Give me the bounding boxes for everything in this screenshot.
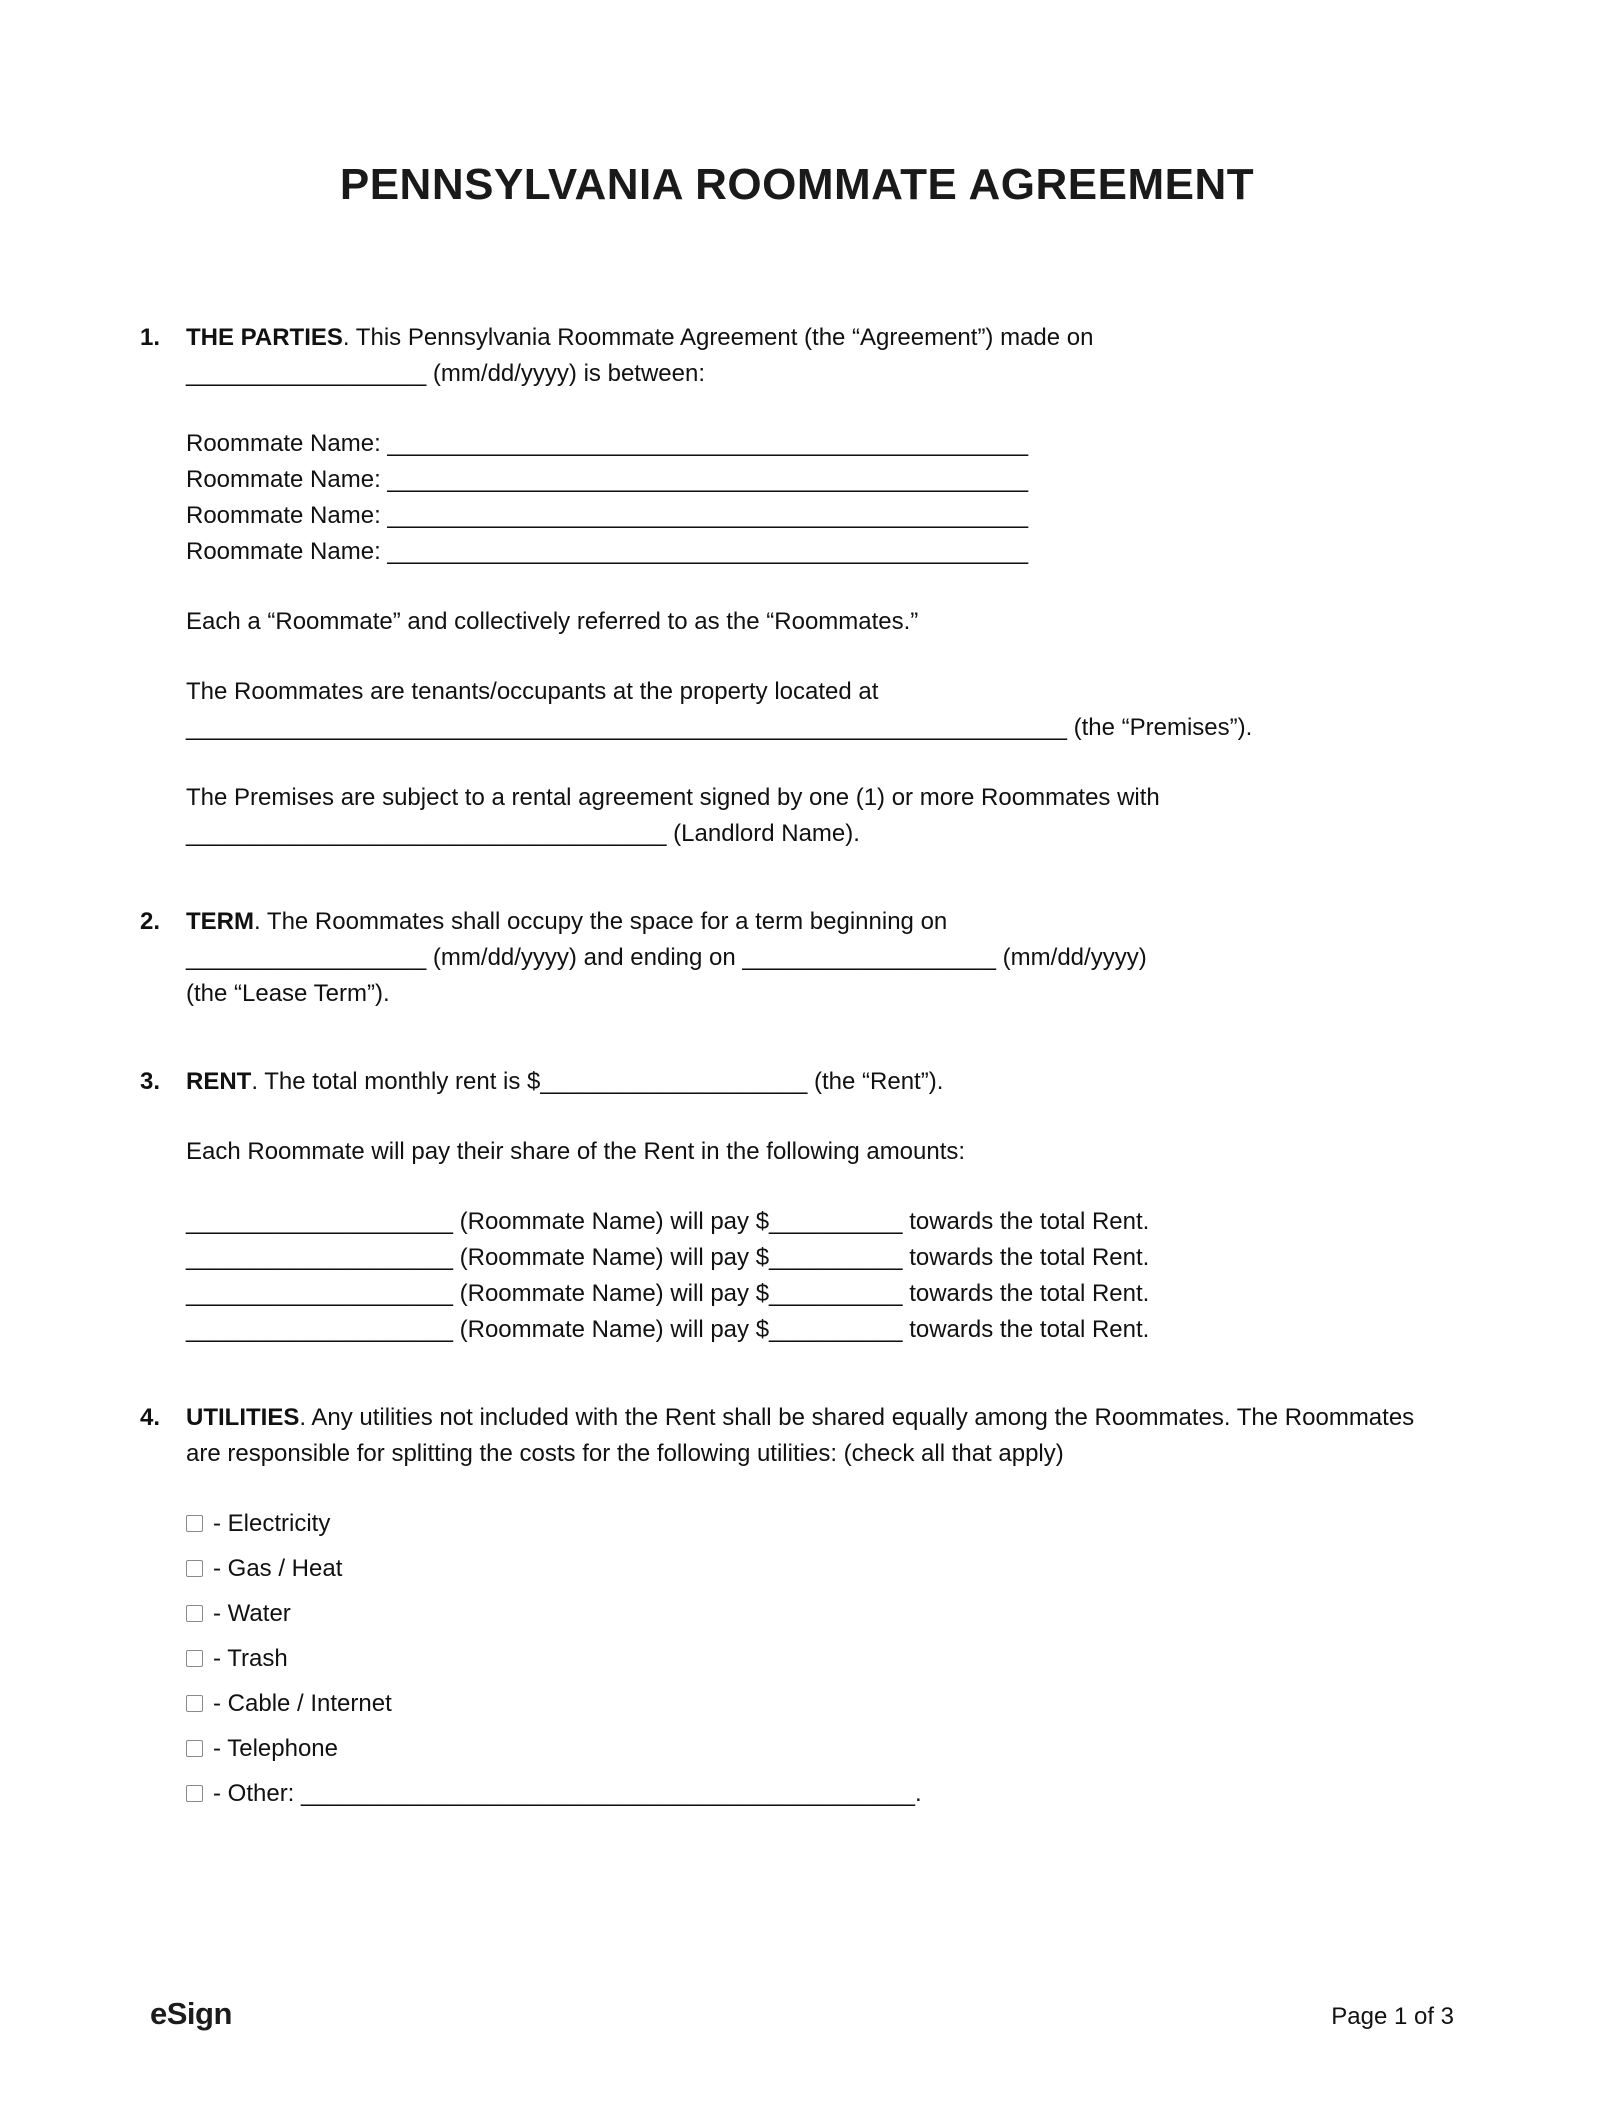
section-parties <box>140 320 1454 852</box>
utility-label-other: - Other: ______________________________________________. <box>213 1780 922 1807</box>
page-number: Page 1 of 3 <box>1331 2003 1454 2030</box>
utility-item-telephone <box>186 1731 1454 1767</box>
section-number-3: 3. <box>140 1068 161 1095</box>
section-term-content <box>186 904 1454 1012</box>
term-dates-blank: __________________ (mm/dd/yyyy) and ending on ___________________ (mm/dd/yyyy) <box>186 944 1147 971</box>
section-utilities <box>140 1400 1454 1821</box>
checkbox-icon <box>186 1560 203 1577</box>
roommate-name-line-3: Roommate Name: ________________________________________________ <box>186 502 1029 529</box>
collective-note: Each a “Roommate” and collectively referred to as the “Roommates.” <box>186 608 919 635</box>
section-heading-parties: THE PARTIES <box>186 324 343 351</box>
checkbox-icon <box>186 1785 203 1802</box>
parties-intro-paragraph <box>186 320 1454 392</box>
section-heading-rent: RENT <box>186 1068 252 1095</box>
parties-intro-text: . This Pennsylvania Roommate Agreement (the “Agreement”) made on <box>342 324 1094 351</box>
landlord-name-blank: ____________________________________ (Landlord Name). <box>186 820 860 847</box>
utility-label-gas-heat: - Gas / Heat <box>213 1555 343 1582</box>
roommate-name-line-1: Roommate Name: ________________________________________________ <box>186 430 1029 457</box>
utility-item-gas-heat <box>186 1551 1454 1587</box>
rent-paragraph <box>186 1064 1454 1100</box>
agreement-date-blank: __________________ (mm/dd/yyyy) is between: <box>186 360 705 387</box>
rent-share-line-1: ____________________ (Roommate Name) will pay $__________ towards the total Rent. <box>186 1208 1150 1235</box>
checkbox-icon <box>186 1740 203 1757</box>
utility-label-telephone: - Telephone <box>213 1735 338 1762</box>
rent-share-line-4: ____________________ (Roommate Name) will pay $__________ towards the total Rent. <box>186 1316 1150 1343</box>
rent-share-line-2: ____________________ (Roommate Name) will pay $__________ towards the total Rent. <box>186 1244 1150 1271</box>
premises-paragraph <box>186 674 1454 746</box>
utility-label-water: - Water <box>213 1600 291 1627</box>
utility-label-electricity: - Electricity <box>213 1510 331 1537</box>
rent-share-intro: Each Roommate will pay their share of the Rent in the following amounts: <box>186 1138 966 1165</box>
utility-label-cable-internet: - Cable / Internet <box>213 1690 392 1717</box>
utility-item-water <box>186 1596 1454 1632</box>
section-rent-content <box>186 1064 1454 1348</box>
section-number-1: 1. <box>140 324 161 351</box>
premises-address-blank: __________________________________________________________________ (the “Premises”). <box>186 714 1253 741</box>
page-footer <box>140 1956 1454 2042</box>
section-heading-utilities: UTILITIES <box>186 1404 300 1431</box>
section-heading-term: TERM <box>186 908 254 935</box>
roommate-name-line-2: Roommate Name: ________________________________________________ <box>186 466 1029 493</box>
section-parties-content <box>186 320 1454 852</box>
section-rent <box>140 1064 1454 1348</box>
term-text: . The Roommates shall occupy the space for a term beginning on <box>254 908 948 935</box>
utilities-paragraph <box>186 1400 1454 1472</box>
utility-item-trash <box>186 1641 1454 1677</box>
section-term <box>140 904 1454 1012</box>
roommate-name-line-4: Roommate Name: ________________________________________________ <box>186 538 1029 565</box>
premises-text: The Roommates are tenants/occupants at the property located at <box>186 678 879 705</box>
utility-label-trash: - Trash <box>213 1645 288 1672</box>
checkbox-icon <box>186 1605 203 1622</box>
section-number-4: 4. <box>140 1404 161 1431</box>
utility-item-other <box>186 1776 1454 1812</box>
section-utilities-content <box>186 1400 1454 1821</box>
rent-share-line-3: ____________________ (Roommate Name) will pay $__________ towards the total Rent. <box>186 1280 1150 1307</box>
utility-item-cable-internet <box>186 1686 1454 1722</box>
lease-term-label: (the “Lease Term”). <box>186 980 390 1007</box>
section-number-2: 2. <box>140 908 161 935</box>
utility-item-electricity <box>186 1506 1454 1542</box>
term-paragraph <box>186 904 1454 1012</box>
checkbox-icon <box>186 1515 203 1532</box>
checkbox-icon <box>186 1650 203 1667</box>
rental-agreement-paragraph <box>186 780 1454 852</box>
document-title: PENNSYLVANIA ROOMMATE AGREEMENT <box>339 160 1255 209</box>
utilities-text: . Any utilities not included with the Rent shall be shared equally among the Roommates. The Roommates are responsible for splitting the costs for the following utilities: (check all that apply) <box>186 1404 1415 1467</box>
checkbox-icon <box>186 1695 203 1712</box>
rent-amount-text: . The total monthly rent is $____________________ (the “Rent”). <box>251 1068 944 1095</box>
rental-agreement-text: The Premises are subject to a rental agreement signed by one (1) or more Roommates with <box>186 784 1160 811</box>
esign-logo: eSign <box>150 1996 232 2031</box>
